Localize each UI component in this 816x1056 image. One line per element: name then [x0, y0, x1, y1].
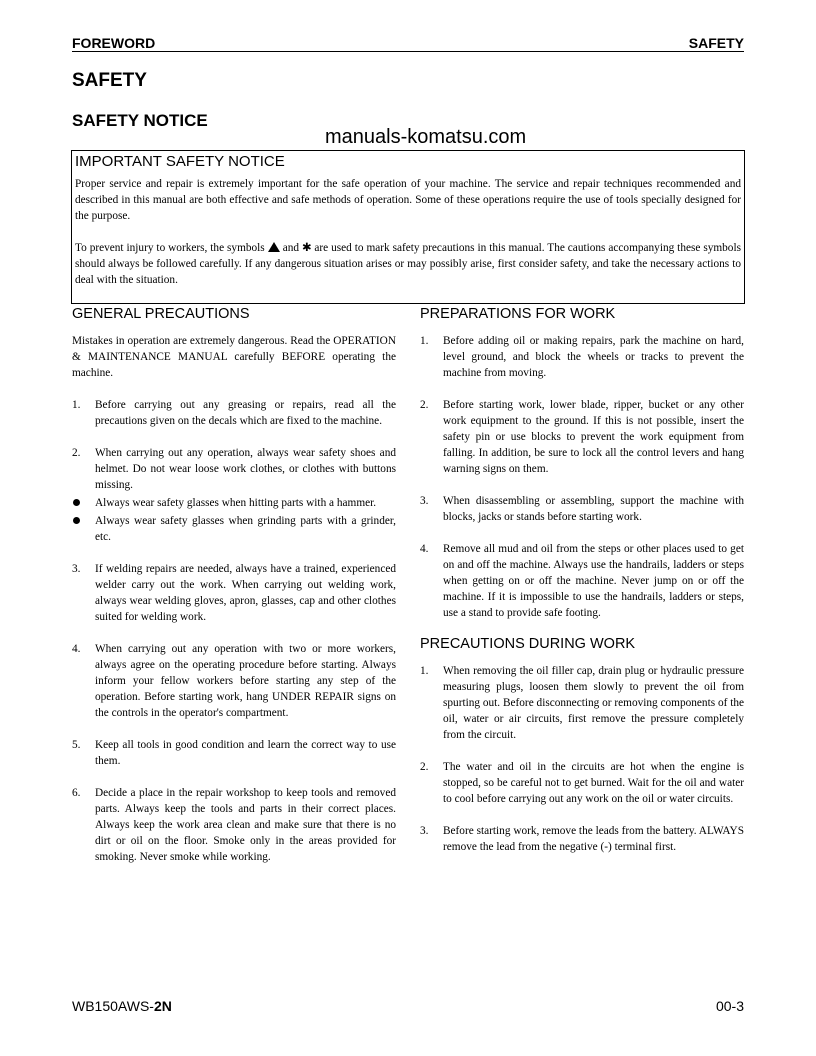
- item-number: 3.: [420, 495, 429, 507]
- general-title: GENERAL PRECAUTIONS: [72, 306, 250, 322]
- item-text: Always wear safety glasses when grinding parts with a grinder, etc.: [95, 515, 396, 543]
- item-text: Keep all tools in good condition and learn the correct way to use them.: [95, 739, 396, 767]
- general-precautions: [72, 305, 396, 881]
- item-text: When carrying out any operation, always wear safety shoes and helmet. Do not wear loose work clothes, or clothes with buttons missing.: [95, 447, 396, 491]
- notice-text: and: [282, 242, 300, 254]
- item-number: 6.: [72, 787, 81, 799]
- item-number: 5.: [72, 739, 81, 751]
- page-number: 00-3: [715, 998, 744, 1014]
- item-number: 1.: [420, 335, 429, 347]
- list-item: [420, 759, 744, 807]
- header-section: FOREWORD: [72, 35, 156, 51]
- item-text: Before adding oil or making repairs, park the machine on hard, level ground, and block the wheels or tracks to prevent the machine from moving.: [443, 335, 744, 379]
- bullet-item: [72, 513, 396, 545]
- item-text: Always wear safety glasses when hitting parts with a hammer.: [95, 497, 377, 509]
- item-text: Before carrying out any greasing or repairs, read all the precautions given on the decals which are fixed to the machine.: [95, 399, 396, 427]
- item-number: 3.: [420, 825, 429, 837]
- list-item: [72, 641, 396, 721]
- item-number: 2.: [72, 447, 81, 459]
- list-item: [420, 493, 744, 525]
- preparations-for-work: [420, 305, 744, 621]
- item-text: Remove all mud and oil from the steps or other places used to get on and off the machine. Always use the handrails, ladders or steps when getting on or off the machine. Never jump on or off the machine. If it is impossible to use the handrails, ladders or steps, use a stand to provide safe footing.: [443, 543, 744, 619]
- item-number: 1.: [420, 665, 429, 677]
- bullet-item: [72, 495, 396, 511]
- notice-text: are used to mark safety precautions in this manual. The cautions accompanying these symbols should always be followed carefully. If any dangerous situation arises or may possibly arise, first consider safety, and take the necessary actions to deal with the situation.: [75, 242, 741, 286]
- item-text: When disassembling or assembling, support the machine with blocks, jacks or stands before starting work.: [443, 495, 744, 523]
- model-suffix: 2N: [153, 998, 172, 1014]
- list-item: [72, 785, 396, 865]
- important-safety-notice: [71, 150, 745, 304]
- item-number: 4.: [420, 543, 429, 555]
- item-text: Decide a place in the repair workshop to keep tools and removed parts. Always keep the tools and parts in their correct places. Always keep the work area clean and make sure that there is no dirt or oil on the floor. Smoke only in the areas provided for smoking. Never smoke while working.: [95, 787, 396, 863]
- list-item: [420, 397, 744, 477]
- list-item: [420, 333, 744, 381]
- item-text: If welding repairs are needed, always have a trained, experienced welder carry out the work. When carrying out welding work, always wear welding gloves, apron, glasses, cap and other clothes suited for welding work.: [95, 563, 396, 623]
- list-item: [420, 663, 744, 743]
- page-title: SAFETY: [72, 70, 147, 91]
- caution-symbol-icon: ✱: [301, 242, 312, 254]
- bullet-icon: [73, 517, 80, 524]
- right-column: [420, 305, 744, 871]
- list-item: [420, 541, 744, 621]
- warning-triangle-icon: [268, 242, 280, 252]
- list-item: [72, 737, 396, 769]
- prep-title: PREPARATIONS FOR WORK: [420, 306, 616, 322]
- footer-model: [72, 998, 172, 1014]
- item-text: The water and oil in the circuits are hot when the engine is stopped, so be careful not to get burned. Wait for the oil and water to cool before carrying out any work on the oil or water circuits.: [443, 761, 744, 805]
- item-text: When removing the oil filler cap, drain plug or hydraulic pressure measuring plugs, loosen them slowly to prevent the oil from spurting out. Before disconnecting or removing components of the oil, water or air circuits, first remove the pressure completely from the circuit.: [443, 665, 744, 741]
- notice-title: IMPORTANT SAFETY NOTICE: [75, 153, 285, 170]
- general-intro: Mistakes in operation are extremely dangerous. Read the OPERATION & MAINTENANCE MANUAL carefully BEFORE operating the machine.: [72, 335, 396, 379]
- item-text: Before starting work, lower blade, ripper, bucket or any other work equipment to the ground. If this is not possible, insert the safety pin or use blocks to prevent the work equipment from falling. In addition, be sure to lock all the control levers and hang warning signs on them.: [443, 399, 744, 475]
- item-number: 2.: [420, 761, 429, 773]
- item-number: 3.: [72, 563, 81, 575]
- section-title: SAFETY NOTICE: [72, 111, 208, 130]
- model-text: WB150AWS-: [72, 998, 154, 1014]
- item-number: 1.: [72, 399, 81, 411]
- precautions-during-work: [420, 635, 744, 855]
- list-item: [420, 823, 744, 855]
- item-number: 4.: [72, 643, 81, 655]
- watermark: manuals-komatsu.com: [325, 126, 527, 148]
- running-header: [72, 35, 744, 52]
- list-item: [72, 397, 396, 429]
- item-text: Before starting work, remove the leads from the battery. ALWAYS remove the lead from the negative (-) terminal first.: [443, 825, 744, 853]
- notice-text: To prevent injury to workers, the symbols: [75, 242, 265, 254]
- item-text: When carrying out any operation with two or more workers, always agree on the operating procedure before starting. Always inform your fellow workers before starting any step of the operation. Before starting work, hang UNDER REPAIR signs on the controls in the operator's compartment.: [95, 643, 396, 719]
- notice-paragraph-2: [75, 240, 741, 288]
- header-topic: SAFETY: [688, 35, 744, 51]
- notice-paragraph-1: Proper service and repair is extremely important for the safe operation of your machine. The service and repair techniques recommended and described in this manual are both effective and safe methods of operation. Some of these operations require the use of tools specially designed for the purpose.: [75, 178, 741, 222]
- item-number: 2.: [420, 399, 429, 411]
- list-item: [72, 561, 396, 625]
- list-item: [72, 445, 396, 493]
- during-title: PRECAUTIONS DURING WORK: [420, 636, 636, 652]
- bullet-icon: [73, 499, 80, 506]
